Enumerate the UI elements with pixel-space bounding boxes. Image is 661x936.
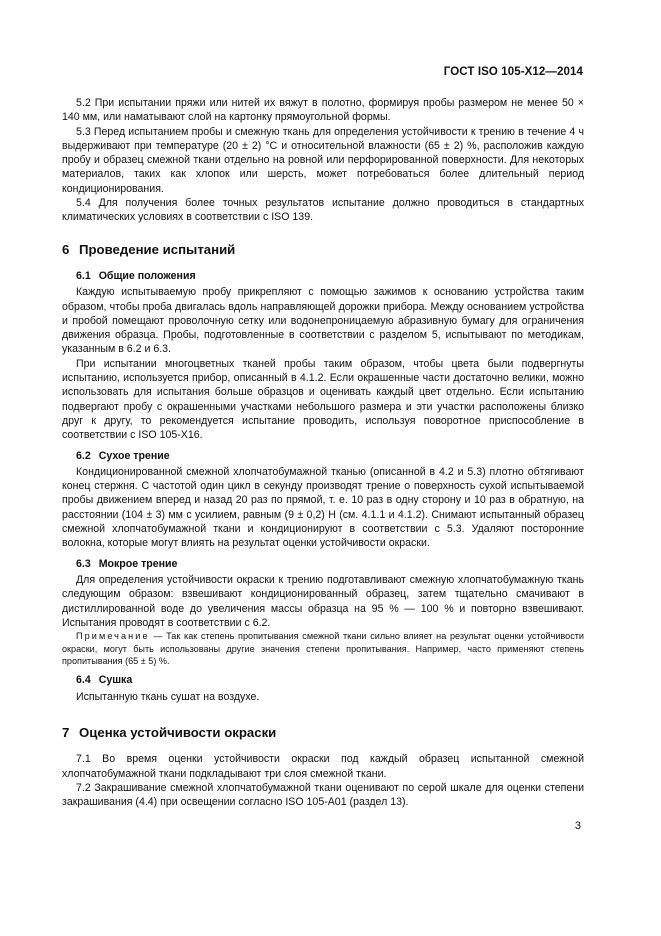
section-7-heading xyxy=(62,726,584,740)
note-text: — Так как степень пропитывания смежной ткани сильно влияет на результат оценки устойчивости окраски, могут быть использованы другие значения степени пропитывания. Например, часто применяют степень пропитывания (65 ± 5) %. xyxy=(62,631,584,666)
subsection-6-3-heading xyxy=(76,557,584,571)
paragraph-5-2: 5.2 При испытании пряжи или нитей их вяжут в полотно, формируя пробы размером не менее 50 × 140 мм, или наматывают слой на картонку прямоугольной формы. xyxy=(62,97,584,124)
paragraph-5-3: 5.3 Перед испытанием пробы и смежную ткань для определения устойчивости к трению в течение 4 ч выдерживают при температуре (20 ± 2) °С и относительной влажности (65 ± 2) %, расположив каждую пробу и образец смежной ткани отдельно на ровной или перфорированной поверхности. Для некоторых материалов, таких как хлопок или шерсть, может потребоваться более длительный период кондиционирования. xyxy=(62,125,584,195)
subsection-6-3-number: 6.3 xyxy=(76,557,91,570)
subsection-6-2-number: 6.2 xyxy=(76,449,91,462)
subsection-6-2-title: Сухое трение xyxy=(98,449,170,462)
subsection-6-1-title: Общие положения xyxy=(98,269,196,282)
section-7-number: 7 xyxy=(62,724,70,740)
subsection-6-3-title: Мокрое трение xyxy=(98,557,178,570)
page-number: 3 xyxy=(574,820,581,832)
section-6-title: Проведение испытаний xyxy=(79,241,236,257)
subsection-6-1-number: 6.1 xyxy=(76,269,91,282)
subsection-6-1-heading xyxy=(76,269,584,283)
paragraph-6-1-b: При испытании многоцветных тканей пробы таким образом, чтобы цвета были подвергнуты испытанию, используется прибор, описанный в 4.1.2. Если окрашенные части достаточно велики, можно использовать для испытания больше образцов и оценивать каждый цвет отдельно. Если испытанию подвергают пробу с окрашенными участками небольшого размера и эти участки расположены близко друг к другу, то рекомендуется испытание проводить, используя поворотное приспособление в соответствии с ISO 105-X16. xyxy=(62,357,584,442)
section-6-heading xyxy=(62,243,584,257)
note-label: Примечание xyxy=(76,631,150,642)
document-header: ГОСТ ISO 105-X12—2014 xyxy=(443,66,583,78)
paragraph-6-4: Испытанную ткань сушат на воздухе. xyxy=(76,690,260,703)
subsection-6-4-heading xyxy=(76,673,584,687)
subsection-6-4-title: Сушка xyxy=(98,674,133,687)
paragraph-5-4: 5.4 Для получения более точных результатов испытание должно проводиться в стандартных климатических условиях в соответствии с ISO 139. xyxy=(62,197,584,224)
section-7-title: Оценка устойчивости окраски xyxy=(79,724,277,740)
subsection-6-2-heading xyxy=(76,449,584,463)
subsection-6-4-number: 6.4 xyxy=(76,674,91,687)
document-body xyxy=(62,96,584,809)
note-6-3 xyxy=(62,630,584,667)
paragraph-7-2: 7.2 Закрашивание смежной хлопчатобумажной ткани оценивают по серой шкале для оценки степени закрашивания (4.4) при освещении согласно ISO 105-A01 (раздел 13). xyxy=(62,781,584,809)
paragraph-7-1: 7.1 Во время оценки устойчивости окраски под каждый образец испытанной смежной хлопчатобумажной ткани подкладывают три слоя смежной ткани. xyxy=(62,753,584,780)
paragraph-6-2: Кондиционированной смежной хлопчатобумажной тканью (описанной в 4.2 и 5.3) плотно обтягивают конец стержня. С частотой один цикл в секунду производят трение о поверхность сухой испытываемой пробы движением вперед и назад 20 раз по прямой, т. е. 10 раз в одну сторону и 10 раз в обратную, на расстоянии (104 ± 3) мм с усилием, равным (9 ± 0,2) Н (см. 4.1.1 и 4.1.2). Снимают испытанный образец смежной хлопчатобумажной ткани и кондиционируют в соответствии с 5.3. Удаляют посторонние волокна, которые могут влиять на результат оценки устойчивости окраски. xyxy=(62,465,584,550)
section-6-number: 6 xyxy=(62,241,70,257)
paragraph-6-1-a: Каждую испытываемую пробу прикрепляют с помощью зажимов к основанию устройства таким образом, чтобы проба двигалась вдоль направляющей дорожки прибора. Между основанием устройства и пробой помещают проволочную сетку или водонепроницаемую абразивную бумагу для ограничения движения образца. Пробы, подготовленные в соответствии с разделом 5, испытывают по методикам, указанным в 6.2 и 6.3. xyxy=(62,286,584,356)
paragraph-6-3: Для определения устойчивости окраски к трению подготавливают смежную хлопчатобумажную ткань следующим образом: взвешивают кондиционированный образец, затем тщательно смачивают в дистиллированной воде до увеличения массы образца на 95 % — 100 % и повторно взвешивают. Испытания проводят в соответствии с 6.2. xyxy=(62,573,584,629)
